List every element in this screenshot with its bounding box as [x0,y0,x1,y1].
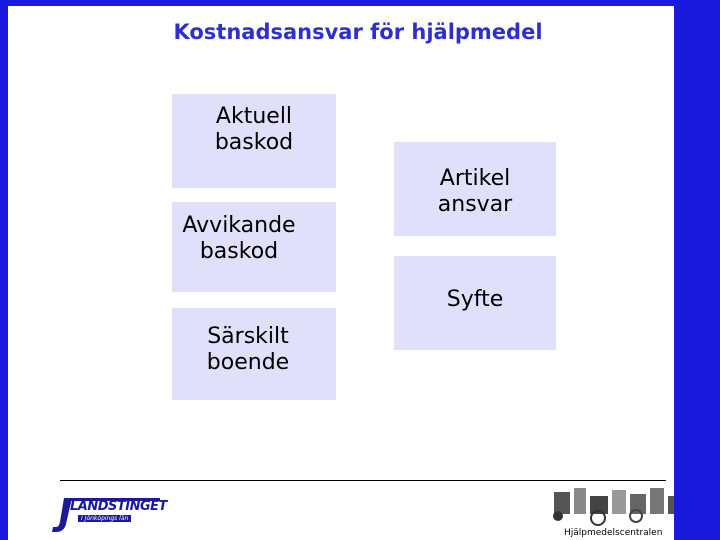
aids-photo-icon [546,482,674,532]
box-syfte [394,256,556,350]
box-label: Avvikande baskod [182,213,296,264]
slide-canvas [8,6,674,540]
box-label: Syfte [446,287,504,313]
slide-title: Kostnadsansvar för hjälpmedel [173,20,543,44]
photo-caption: Hjälpmedelscentralen [564,528,663,538]
box-artikel-ansvar [394,142,556,236]
logo-name: LANDSTINGET [70,499,167,514]
box-label: Särskilt boende [206,324,290,375]
box-label: Aktuell baskod [214,104,294,155]
footer-divider [60,480,666,481]
box-avvikande-baskod [172,202,336,292]
box-label: Artikel ansvar [437,166,513,217]
box-sarskilt-boende [172,308,336,400]
box-aktuell-baskod [172,94,336,188]
logo-subtitle: I Jönköpings län [78,515,131,522]
